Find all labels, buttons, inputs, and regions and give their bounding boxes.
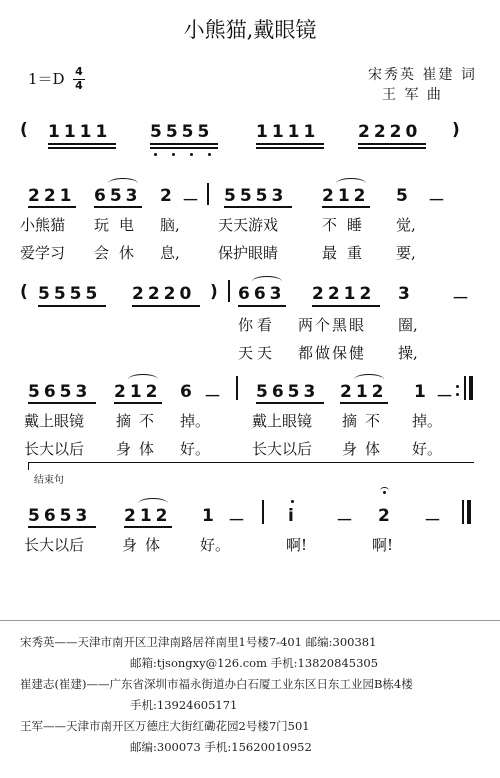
beam — [94, 206, 142, 208]
slur — [336, 178, 366, 189]
ending-label: 结束句 — [34, 475, 64, 486]
row4-group-1: 5653 — [28, 382, 92, 402]
divider — [0, 620, 500, 621]
intro-close-paren: ) — [452, 120, 460, 140]
row2-verse2-lyric: 息, — [160, 244, 180, 262]
slur — [128, 374, 158, 385]
row2-group-4: 212 — [322, 186, 370, 206]
intro-group-2: 5555 — [150, 122, 214, 142]
row3-dash: － — [452, 289, 469, 309]
beam — [38, 305, 106, 307]
repeat-barline-thick — [469, 376, 473, 400]
meter-top: 4 — [75, 65, 83, 78]
octave-dot — [208, 153, 211, 156]
row4-group-4: 212 — [340, 382, 388, 402]
row2-verse2-lyric: 保护眼睛 — [218, 244, 279, 262]
row3-verse1-lyric: 你看 — [238, 316, 277, 334]
barline — [262, 500, 264, 524]
key-signature: 1＝D — [28, 70, 65, 88]
row2-verse1-lyric: 天天游戏 — [218, 216, 279, 234]
row5-note: 1 — [202, 506, 214, 526]
beam — [48, 147, 116, 149]
beam — [124, 526, 172, 528]
contact-line-postcode-phone: 邮编:300073 手机:15620010952 — [130, 740, 312, 754]
barline — [228, 280, 230, 302]
beam — [256, 147, 324, 149]
row2-verse1-lyric: 小熊猫 — [20, 216, 66, 234]
beam — [358, 147, 426, 149]
beam — [340, 402, 388, 404]
row5-lyric: 啊! — [286, 536, 308, 554]
octave-dot — [190, 153, 193, 156]
beam — [28, 526, 96, 528]
row5-lyric: 长大以后 — [24, 536, 85, 554]
row4-verse1-lyric: 掉。 — [412, 412, 443, 430]
intro-open-paren: ( — [20, 120, 28, 140]
row2-group-3: 5553 — [224, 186, 288, 206]
row2-verse2-lyric: 最重 — [322, 244, 373, 262]
row5-group-1: 5653 — [28, 506, 92, 526]
beam — [48, 143, 116, 145]
row3-verse1-lyric: 圈, — [398, 316, 418, 334]
row4-dash: － — [436, 387, 453, 407]
octave-dot — [154, 153, 157, 156]
row3-verse2-lyric: 操, — [398, 344, 418, 362]
ending-bracket-line — [28, 462, 474, 463]
row4-verse1-lyric: 摘不 — [116, 412, 163, 430]
row4-verse2-lyric: 身体 — [342, 440, 389, 458]
composer-credit: 王 军 曲 — [382, 87, 443, 103]
row2-dash: － — [428, 191, 445, 211]
row4-verse2-lyric: 好。 — [180, 440, 211, 458]
row2-verse2-lyric: 要, — [396, 244, 416, 262]
contact-line-songxiuying: 宋秀英——天津市南开区卫津南路居祥南里1号楼7-401 邮编:300381 — [20, 635, 377, 649]
beam — [224, 206, 292, 208]
row3-group-2: 2220 — [132, 284, 196, 304]
row2-verse1-lyric: 觉, — [396, 216, 416, 234]
fermata-dot — [383, 491, 386, 494]
row5-lyric: 好。 — [200, 536, 231, 554]
row4-verse2-lyric: 长大以后 — [252, 440, 313, 458]
row2-verse1-lyric: 玩电 — [94, 216, 145, 234]
row2-verse2-lyric: 爱学习 — [20, 244, 66, 262]
row4-verse1-lyric: 戴上眼镜 — [24, 412, 85, 430]
row5-note: 2 — [378, 506, 390, 526]
row4-verse2-lyric: 好。 — [412, 440, 443, 458]
beam — [358, 143, 426, 145]
row3-group-4: 2212 — [312, 284, 376, 304]
octave-dot — [172, 153, 175, 156]
ending-bracket-tick — [28, 462, 29, 470]
row2-verse1-lyric: 不睡 — [322, 216, 373, 234]
repeat-barline-thin — [464, 376, 466, 400]
repeat-dot — [456, 385, 459, 388]
barline — [236, 376, 238, 400]
intro-group-1: 1111 — [48, 122, 112, 142]
row4-note: 6 — [180, 382, 192, 402]
row3-verse1-lyric: 两个黑眼 — [298, 316, 367, 334]
row4-dash: － — [204, 387, 221, 407]
row3-note: 3 — [398, 284, 410, 304]
beam — [256, 402, 324, 404]
row4-note: 1 — [414, 382, 426, 402]
row5-lyric: 啊! — [372, 536, 394, 554]
intro-group-3: 1111 — [256, 122, 320, 142]
row2-group-1: 221 — [28, 186, 76, 206]
beam — [28, 206, 76, 208]
row5-dash: － — [424, 511, 441, 531]
row2-group-2: 653 — [94, 186, 142, 206]
contact-line-wangjun: 王军——天津市南开区万德庄大街红磡花园2号楼7门501 — [20, 719, 310, 733]
slur — [108, 178, 138, 189]
beam — [114, 402, 162, 404]
barline — [207, 183, 209, 205]
row4-verse1-lyric: 戴上眼镜 — [252, 412, 313, 430]
row2-dash: － — [182, 191, 199, 211]
contact-line-phone: 手机:13924605171 — [130, 698, 238, 712]
row5-group-2: 212 — [124, 506, 172, 526]
row2-verse2-lyric: 会休 — [94, 244, 145, 262]
row2-note: 5 — [396, 186, 408, 206]
slur — [138, 498, 168, 509]
row2-verse1-lyric: 脑, — [160, 216, 180, 234]
row3-open-paren: ( — [20, 282, 28, 302]
final-barline-thin — [462, 500, 464, 524]
song-title: 小熊猫,戴眼镜 — [183, 18, 317, 42]
row4-verse1-lyric: 掉。 — [180, 412, 211, 430]
slur — [354, 374, 384, 385]
row5-lyric: 身体 — [122, 536, 169, 554]
slur — [252, 276, 282, 287]
row4-group-2: 212 — [114, 382, 162, 402]
contact-line-email: 邮箱:tjsongxy@126.com 手机:13820845305 — [130, 656, 379, 670]
row3-group-3: 663 — [238, 284, 286, 304]
lyricists-credit: 宋秀英 崔建 词 — [368, 67, 477, 83]
row5-dash: － — [336, 511, 353, 531]
row3-verse2-lyric: 天天 — [238, 344, 277, 362]
beam — [322, 206, 370, 208]
row3-verse2-lyric: 都做保健 — [298, 344, 367, 362]
row4-verse1-lyric: 摘不 — [342, 412, 389, 430]
beam — [238, 305, 286, 307]
octave-dot — [291, 500, 294, 503]
repeat-dot — [456, 393, 459, 396]
row4-verse2-lyric: 身体 — [116, 440, 163, 458]
row5-high-note: i — [288, 506, 294, 526]
beam — [256, 143, 324, 145]
final-barline-thick — [467, 500, 471, 524]
beam — [150, 143, 218, 145]
beam — [312, 305, 380, 307]
row4-verse2-lyric: 长大以后 — [24, 440, 85, 458]
row4-group-3: 5653 — [256, 382, 320, 402]
row5-dash: － — [228, 511, 245, 531]
row3-group-1: 5555 — [38, 284, 102, 304]
beam — [132, 305, 200, 307]
beam — [150, 147, 218, 149]
intro-group-4: 2220 — [358, 122, 422, 142]
contact-line-cuijianzhi: 崔建志(崔建)——广东省深圳市福永街道办白石厦工业东区日东工业园B栋4楼 — [20, 677, 413, 691]
beam — [28, 402, 96, 404]
row2-note: 2 — [160, 186, 172, 206]
meter-bottom: 4 — [75, 79, 83, 92]
row3-close-paren: ) — [210, 282, 218, 302]
